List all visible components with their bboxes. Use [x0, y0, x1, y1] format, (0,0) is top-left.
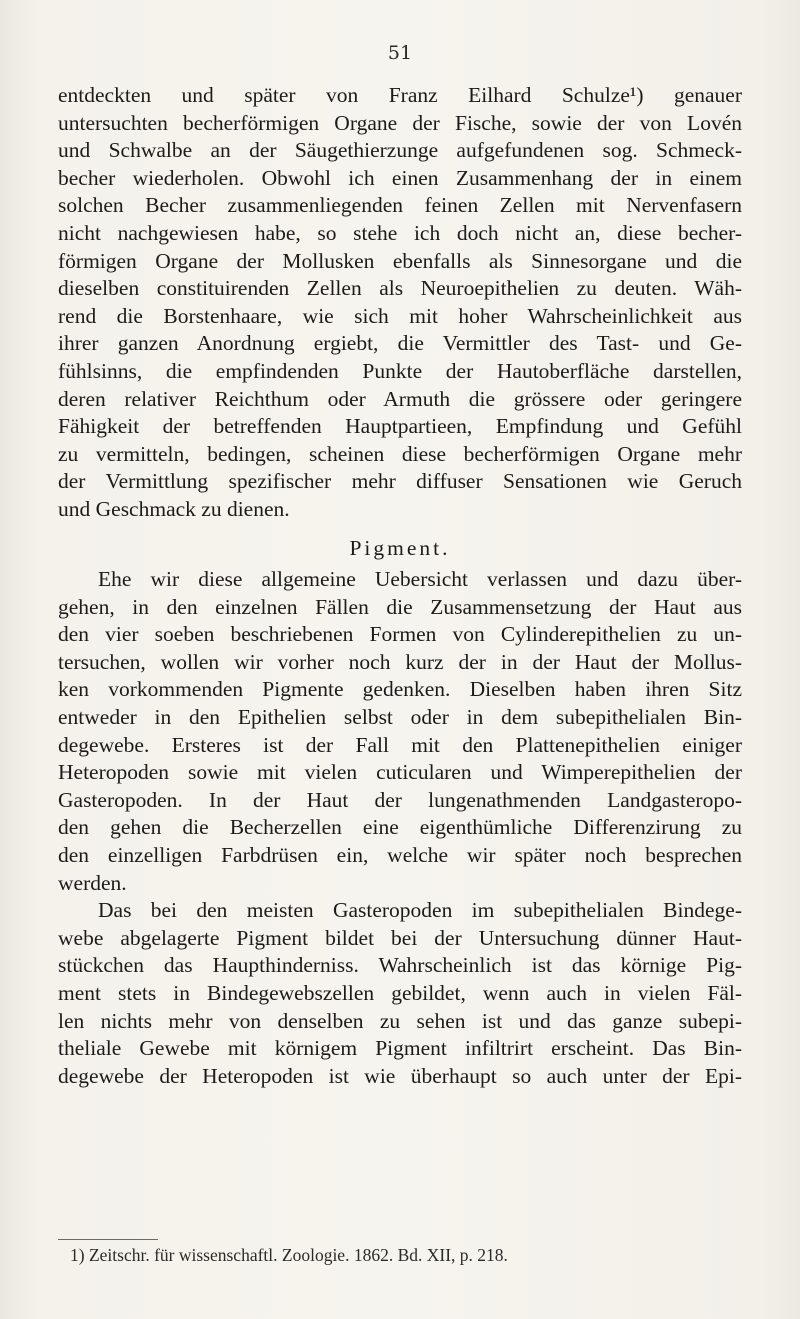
text-line: theliale Gewebe mit körnigem Pigment infiltrirt erscheint. Das Bin-	[58, 1036, 742, 1061]
text-line: webe abgelagerte Pigment bildet bei der Untersuchung dünner Haut-	[58, 925, 742, 950]
text-line: stückchen das Haupthinderniss. Wahrscheinlich ist das körnige Pig-	[58, 953, 742, 978]
text-line: degewebe. Ersteres ist der Fall mit den Plattenepithelien einiger	[58, 732, 742, 757]
text-line: Ehe wir diese allgemeine Uebersicht verlassen und dazu über-	[98, 567, 742, 592]
text-line: entweder in den Epithelien selbst oder in dem subepithelialen Bin-	[58, 705, 742, 730]
text-line: der Vermittlung spezifischer mehr diffuser Sensationen wie Geruch	[58, 469, 742, 494]
text-line: und Schwalbe an der Säugethierzunge aufgefundenen sog. Schmeck-	[58, 138, 742, 163]
body-text	[58, 82, 742, 1090]
text-line: Das bei den meisten Gasteropoden im subepithelialen Bindege-	[98, 898, 742, 923]
text-line: zu vermitteln, bedingen, scheinen diese becherförmigen Organe mehr	[58, 441, 742, 466]
text-line: solchen Becher zusammenliegenden feinen Zellen mit Nervenfasern	[58, 193, 742, 218]
text-line: den vier soeben beschriebenen Formen von Cylinderepithelien zu un-	[58, 622, 742, 647]
text-line: untersuchten becherförmigen Organe der Fische, sowie der von Lovén	[58, 110, 742, 135]
text-line: ment stets in Bindegewebszellen gebildet, wenn auch in vielen Fäl-	[58, 981, 742, 1005]
page-number: 51	[387, 42, 413, 64]
text-line: gehen, in den einzelnen Fällen die Zusammensetzung der Haut aus	[58, 594, 742, 619]
text-line: dieselben constituirenden Zellen als Neuroepithelien zu deuten. Wäh-	[58, 276, 742, 301]
text-line: fühlsinns, die empfindenden Punkte der Hautoberfläche darstellen,	[58, 358, 742, 383]
footnote: 1) Zeitschr. für wissenschaftl. Zoologie. 1862. Bd. XII, p. 218.	[70, 1245, 508, 1265]
text-line: den gehen die Becherzellen eine eigenthümliche Differenzirung zu	[58, 815, 742, 840]
text-line: Gasteropoden. In der Haut der lungenathmenden Landgasteropo-	[58, 787, 742, 812]
text-line: förmigen Organe der Mollusken ebenfalls als Sinnesorgane und die	[58, 248, 742, 273]
text-line: Fähigkeit der betreffenden Hauptpartieen, Empfindung und Gefühl	[58, 414, 742, 439]
text-line: Heteropoden sowie mit vielen cuticularen und Wimperepithelien der	[58, 760, 742, 785]
section-heading: Pigment.	[349, 535, 451, 560]
text-line: ihrer ganzen Anordnung ergiebt, die Vermittler des Tast- und Ge-	[58, 331, 742, 356]
text-line: und Geschmack zu dienen.	[58, 496, 290, 521]
text-line: deren relativer Reichthum oder Armuth die grössere oder geringere	[58, 386, 742, 411]
text-line: entdeckten und später von Franz Eilhard Schulze¹) genauer	[58, 83, 742, 107]
text-line: degewebe der Heteropoden ist wie überhaupt so auch unter der Epi-	[58, 1063, 742, 1088]
text-line: ken vorkommenden Pigmente gedenken. Dieselben haben ihren Sitz	[58, 677, 742, 702]
text-line: becher wiederholen. Obwohl ich einen Zusammenhang der in einem	[58, 165, 742, 190]
text-line: rend die Borstenhaare, wie sich mit hoher Wahrscheinlichkeit aus	[58, 303, 742, 328]
text-line: tersuchen, wollen wir vorher noch kurz der in der Haut der Mollus-	[58, 649, 742, 674]
text-line: den einzelligen Farbdrüsen ein, welche wir später noch besprechen	[58, 843, 742, 868]
text-line: len nichts mehr von denselben zu sehen ist und das ganze subepi-	[58, 1008, 742, 1033]
footnote-divider	[58, 1239, 158, 1240]
text-line: werden.	[58, 870, 127, 895]
text-line: nicht nachgewiesen habe, so stehe ich doch nicht an, diese becher-	[58, 220, 742, 245]
